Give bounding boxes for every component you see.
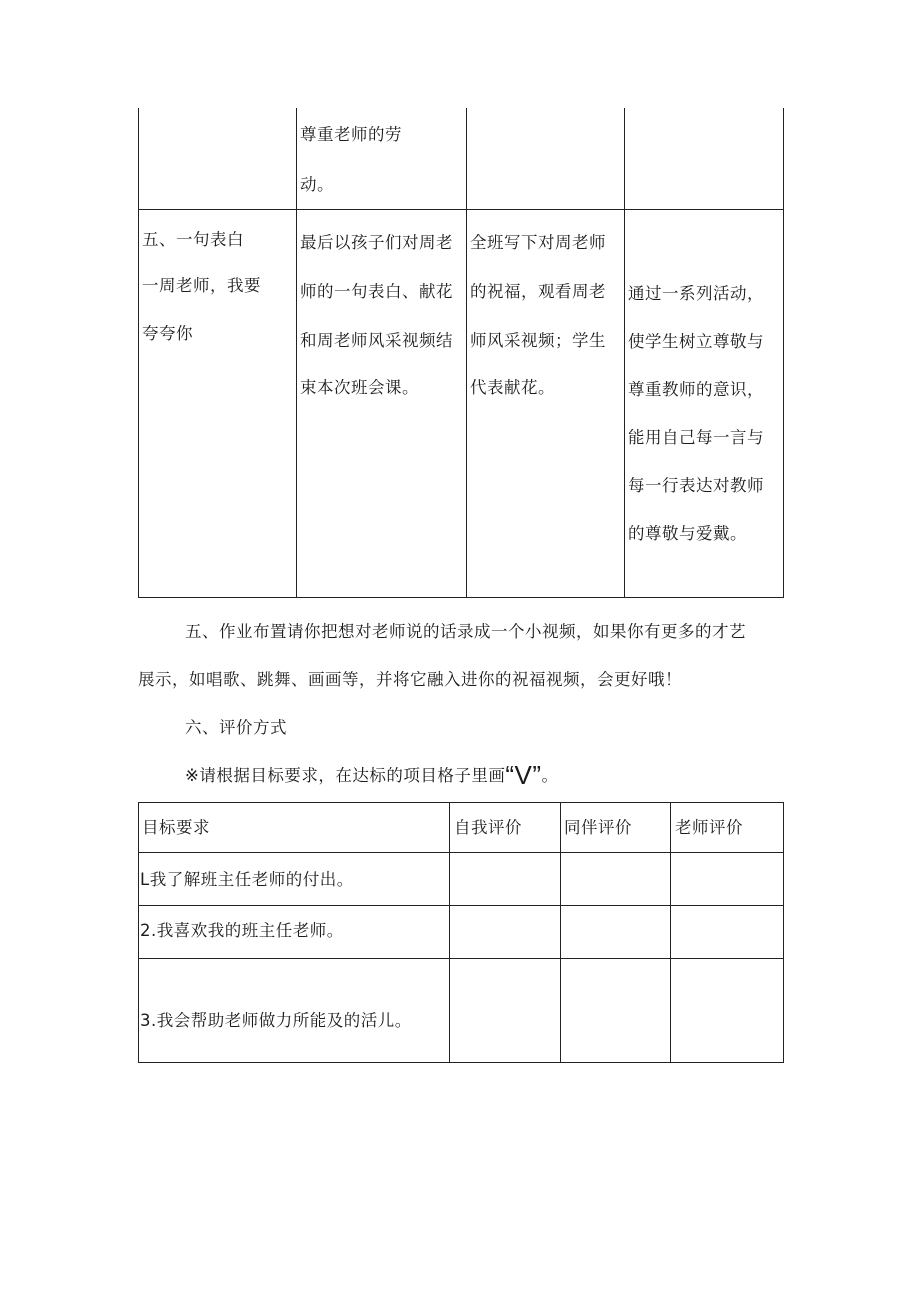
intent-line-1: 通过一系列活动， (628, 284, 764, 303)
continuation-line-1: 尊重老师的劳 (300, 125, 402, 144)
eval-divider-1 (449, 802, 450, 1063)
eval-header-self: 自我评价 (454, 818, 522, 837)
eval-divider-3 (670, 802, 671, 1063)
eval-row-2: 2.我喜欢我的班主任老师。 (140, 921, 344, 940)
eval-divider-2 (560, 802, 561, 1063)
step-line-1: 五、一句表白 (142, 230, 244, 249)
student-line-2: 的祝福，观看周老 (470, 282, 606, 301)
eval-row-line-3 (138, 958, 784, 959)
step-line-3: 夸夸你 (142, 324, 193, 343)
teacher-line-1: 最后以孩子们对周老 (300, 233, 453, 252)
table-border-right (783, 108, 784, 598)
step-line-2: 一周老师，我要 (142, 276, 261, 295)
table-row-divider (138, 209, 784, 210)
evaluation-heading: 六、评价方式 (185, 718, 287, 737)
homework-line-2: 展示，如唱歌、跳舞、画画等，并将它融入进你的祝福视频，会更好哦！ (138, 670, 682, 689)
instruction-prefix: ※请根据目标要求，在达标的项目格子里画 (185, 766, 506, 785)
eval-row-line-1 (138, 852, 784, 853)
intent-line-4: 能用自己每一言与 (628, 428, 764, 447)
homework-line-1: 五、作业布置请你把想对老师说的话录成一个小视频，如果你有更多的才艺 (185, 622, 746, 641)
intent-line-6: 的尊敬与爱戴。 (628, 524, 747, 543)
table-divider-3 (624, 108, 625, 598)
eval-border-bottom (138, 1062, 784, 1063)
eval-border-left (138, 802, 139, 1063)
intent-line-5: 每一行表达对教师 (628, 476, 764, 495)
eval-header-teacher: 老师评价 (675, 818, 743, 837)
intent-line-2: 使学生树立尊敬与 (628, 332, 764, 351)
intent-line-3: 尊重教师的意识， (628, 380, 764, 399)
student-line-1: 全班写下对周老师 (470, 233, 606, 252)
student-line-4: 代表献花。 (470, 378, 555, 397)
instruction-mark: “V” (505, 760, 542, 790)
table-divider-1 (296, 108, 297, 598)
eval-border-right (783, 802, 784, 1063)
eval-row-3: 3.我会帮助老师做力所能及的活儿。 (140, 1011, 412, 1030)
teacher-line-3: 和周老师风采视频结 (300, 331, 453, 350)
eval-row-line-2 (138, 905, 784, 906)
eval-border-top (138, 802, 784, 803)
teacher-line-4: 束本次班会课。 (300, 378, 419, 397)
table-border-left (138, 108, 139, 598)
eval-header-peer: 同伴评价 (564, 818, 632, 837)
eval-row-1: L我了解班主任老师的付出。 (140, 870, 354, 889)
student-line-3: 师风采视频；学生 (470, 331, 606, 350)
table-divider-2 (466, 108, 467, 598)
teacher-line-2: 师的一句表白、献花 (300, 282, 453, 301)
evaluation-instruction (185, 760, 559, 790)
instruction-suffix: 。 (541, 766, 559, 785)
continuation-line-2: 动。 (300, 175, 334, 194)
eval-header-goal: 目标要求 (142, 818, 210, 837)
table-border-bottom (138, 597, 784, 598)
